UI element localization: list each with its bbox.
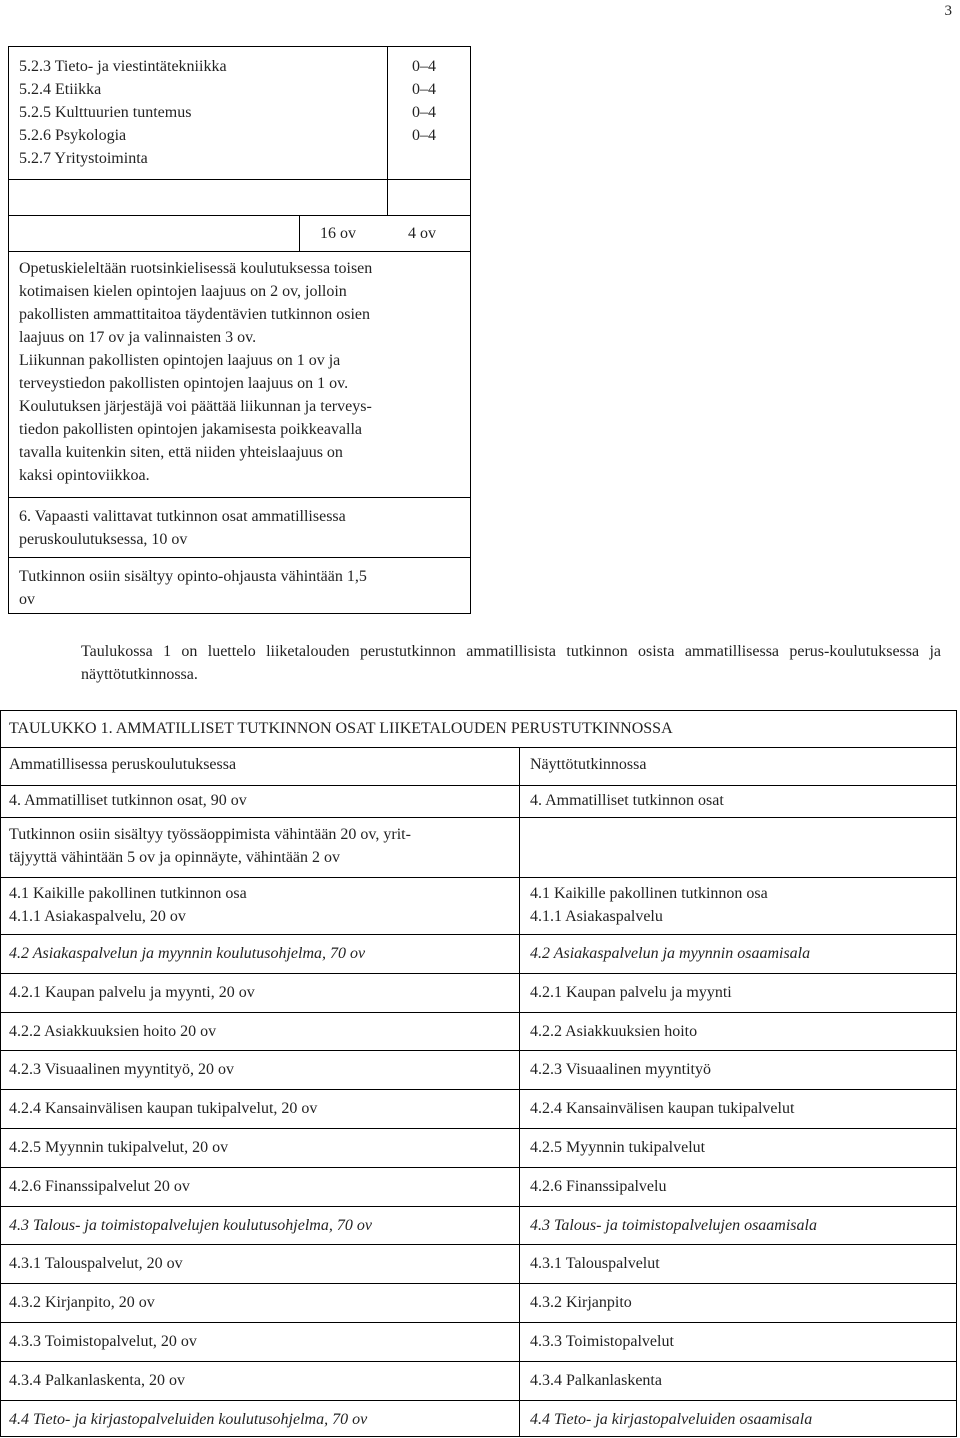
column-divider: [519, 747, 520, 1436]
column-header-right: Näyttötutkinnossa: [530, 756, 647, 773]
table-row-right: 4.3.2 Kirjanpito: [530, 1294, 632, 1312]
row-divider: [9, 179, 470, 180]
row-divider: [1, 1322, 956, 1323]
table-row-left: 4.2.2 Asiakkuuksien hoito 20 ov: [9, 1022, 217, 1040]
row-divider: [1, 1050, 956, 1051]
section-41-right-line: 4.1.1 Asiakaspalvelu: [530, 908, 663, 925]
row-divider: [1, 1089, 956, 1090]
section-41-left-line: 4.1.1 Asiakaspalvelu, 20 ov: [9, 908, 186, 925]
table-row-right: 4.3 Talous- ja toimistopalvelujen osaamisala: [530, 1216, 817, 1234]
page-number: 3: [944, 3, 952, 19]
section6-line: peruskoulutuksessa, 10 ov: [19, 531, 188, 548]
course-credits: 0–4: [412, 127, 436, 144]
row-divider: [9, 557, 470, 558]
included-line: Tutkinnon osiin sisältyy työssäoppimista vähintään 20 ov, yrit-: [9, 826, 411, 843]
row-divider: [1, 1206, 956, 1207]
section-41-left-line: 4.1 Kaikille pakollinen tutkinnon osa: [9, 885, 247, 902]
table-row-right: 4.3.1 Talouspalvelut: [530, 1255, 660, 1273]
table-row-left: 4.2 Asiakaspalvelun ja myynnin koulutusohjelma, 70 ov: [9, 945, 366, 962]
table-row-right: 4.2.5 Myynnin tukipalvelut: [530, 1139, 706, 1156]
table-row-right: 4.2.3 Visuaalinen myyntityö: [530, 1061, 711, 1079]
note-line: kaksi opintoviikkoa.: [19, 467, 150, 484]
course-credits: 0–4: [412, 58, 436, 75]
table-row-right: 4.2 Asiakaspalvelun ja myynnin osaamisala: [530, 945, 811, 962]
row-divider: [1, 1012, 956, 1013]
table-row-right: 4.3.3 Toimistopalvelut: [530, 1333, 674, 1350]
table-row-left: 4.2.3 Visuaalinen myyntityö, 20 ov: [9, 1061, 234, 1079]
row-divider: [9, 215, 470, 216]
row-divider: [1, 1361, 956, 1362]
table-row-left: 4.3 Talous- ja toimistopalvelujen koulutusohjelma, 70 ov: [9, 1216, 372, 1234]
section6-line: 6. Vapaasti valittavat tutkinnon osat ammatillisessa: [19, 508, 346, 525]
intro-paragraph: Taulukossa 1 on luettelo liiketalouden perustutkinnon ammatillisista tutkinnon osista ammatillisessa perus-koulutuksessa ja näyttötutkinnossa.: [81, 643, 941, 683]
note-line: Opetuskieleltään ruotsinkielisessä koulutuksessa toisen: [19, 260, 373, 277]
table-row-right: 4.2.1 Kaupan palvelu ja myynti: [530, 983, 732, 1001]
section-4-left: 4. Ammatilliset tutkinnon osat, 90 ov: [9, 792, 247, 809]
table-row-left: 4.3.4 Palkanlaskenta, 20 ov: [9, 1371, 185, 1389]
row-divider: [1, 1283, 956, 1284]
row-divider: [1, 785, 956, 786]
total-left: 16 ov: [320, 225, 356, 242]
section-41-left: [9, 882, 247, 928]
included-note: [9, 823, 411, 869]
note-line: Koulutuksen järjestäjä voi päättää liikunnan ja terveys-: [19, 398, 372, 415]
table-row-right: 4.2.4 Kansainvälisen kaupan tukipalvelut: [530, 1100, 795, 1118]
row-divider: [9, 251, 470, 252]
note-line: kotimaisen kielen opintojen laajuus on 2 ov, jolloin: [19, 283, 347, 300]
table-1: [0, 710, 957, 1437]
table-row-right: 4.2.2 Asiakkuuksien hoito: [530, 1022, 698, 1040]
section-41-right-line: 4.1 Kaikille pakollinen tutkinnon osa: [530, 885, 768, 902]
table-row-left: 4.2.4 Kansainvälisen kaupan tukipalvelut, 20 ov: [9, 1100, 318, 1118]
note-line: laajuus on 17 ov ja valinnaisten 3 ov.: [19, 329, 257, 346]
table-row-left: 4.3.3 Toimistopalvelut, 20 ov: [9, 1333, 197, 1350]
section6-heading: [19, 505, 464, 551]
course-name: 5.2.6 Psykologia: [19, 127, 127, 144]
row-divider: [1, 1400, 956, 1401]
row-divider: [1, 747, 956, 748]
course-name: 5.2.5 Kulttuurien tuntemus: [19, 104, 192, 121]
table-row-right: 4.3.4 Palkanlaskenta: [530, 1371, 662, 1389]
note-line: tavalla kuitenkin siten, että niiden yhteislaajuus on: [19, 444, 343, 461]
guidance-line: Tutkinnon osiin sisältyy opinto-ohjausta vähintään 1,5: [19, 568, 367, 585]
table-title: TAULUKKO 1. AMMATILLISET TUTKINNON OSAT LIIKETALOUDEN PERUSTUTKINNOSSA: [9, 720, 673, 737]
included-line: täjyyttä vähintään 5 ov ja opinnäyte, vähintään 2 ov: [9, 849, 341, 866]
table-row-left: 4.4 Tieto- ja kirjastopalveluiden koulutusohjelma, 70 ov: [9, 1410, 368, 1428]
table-row-right: 4.2.6 Finanssipalvelu: [530, 1177, 667, 1195]
column-divider: [387, 47, 388, 215]
table-row-left: 4.2.1 Kaupan palvelu ja myynti, 20 ov: [9, 983, 255, 1001]
table-row-left: 4.2.6 Finanssipalvelut 20 ov: [9, 1177, 190, 1195]
note-line: terveystiedon pakollisten opintojen laajuus on 1 ov.: [19, 375, 349, 392]
course-name: 5.2.4 Etiikka: [19, 81, 102, 98]
note-line: pakollisten ammattitaitoa täydentävien tutkinnon osien: [19, 306, 371, 323]
table-row-left: 4.2.5 Myynnin tukipalvelut, 20 ov: [9, 1139, 229, 1156]
table-row-right: 4.4 Tieto- ja kirjastopalveluiden osaamisala: [530, 1410, 813, 1428]
notes-block: [19, 257, 464, 487]
row-divider: [1, 1167, 956, 1168]
table-row-left: 4.3.2 Kirjanpito, 20 ov: [9, 1294, 155, 1312]
row-divider: [1, 877, 956, 878]
table-row-left: 4.3.1 Talouspalvelut, 20 ov: [9, 1255, 183, 1273]
note-line: tiedon pakollisten opintojen jakamisesta poikkeavalla: [19, 421, 363, 438]
course-credits: 0–4: [412, 81, 436, 98]
row-divider: [9, 497, 470, 498]
column-header-left: Ammatillisessa peruskoulutuksessa: [9, 756, 237, 773]
guidance-line: ov: [19, 591, 35, 608]
row-divider: [1, 934, 956, 935]
section-41-right: [530, 882, 768, 928]
course-name: 5.2.3 Tieto- ja viestintätekniikka: [19, 58, 227, 75]
section-4-right: 4. Ammatilliset tutkinnon osat: [530, 792, 724, 809]
guidance-note: [19, 565, 464, 611]
course-credits: 0–4: [412, 104, 436, 121]
row-divider: [1, 1128, 956, 1129]
row-divider: [1, 817, 956, 818]
total-right: 4 ov: [408, 225, 436, 242]
note-line: Liikunnan pakollisten opintojen laajuus on 1 ov ja: [19, 352, 341, 369]
curriculum-box: [8, 46, 471, 614]
row-divider: [1, 973, 956, 974]
row-divider: [1, 1244, 956, 1245]
course-name: 5.2.7 Yritystoiminta: [19, 150, 148, 167]
column-divider: [299, 215, 300, 251]
